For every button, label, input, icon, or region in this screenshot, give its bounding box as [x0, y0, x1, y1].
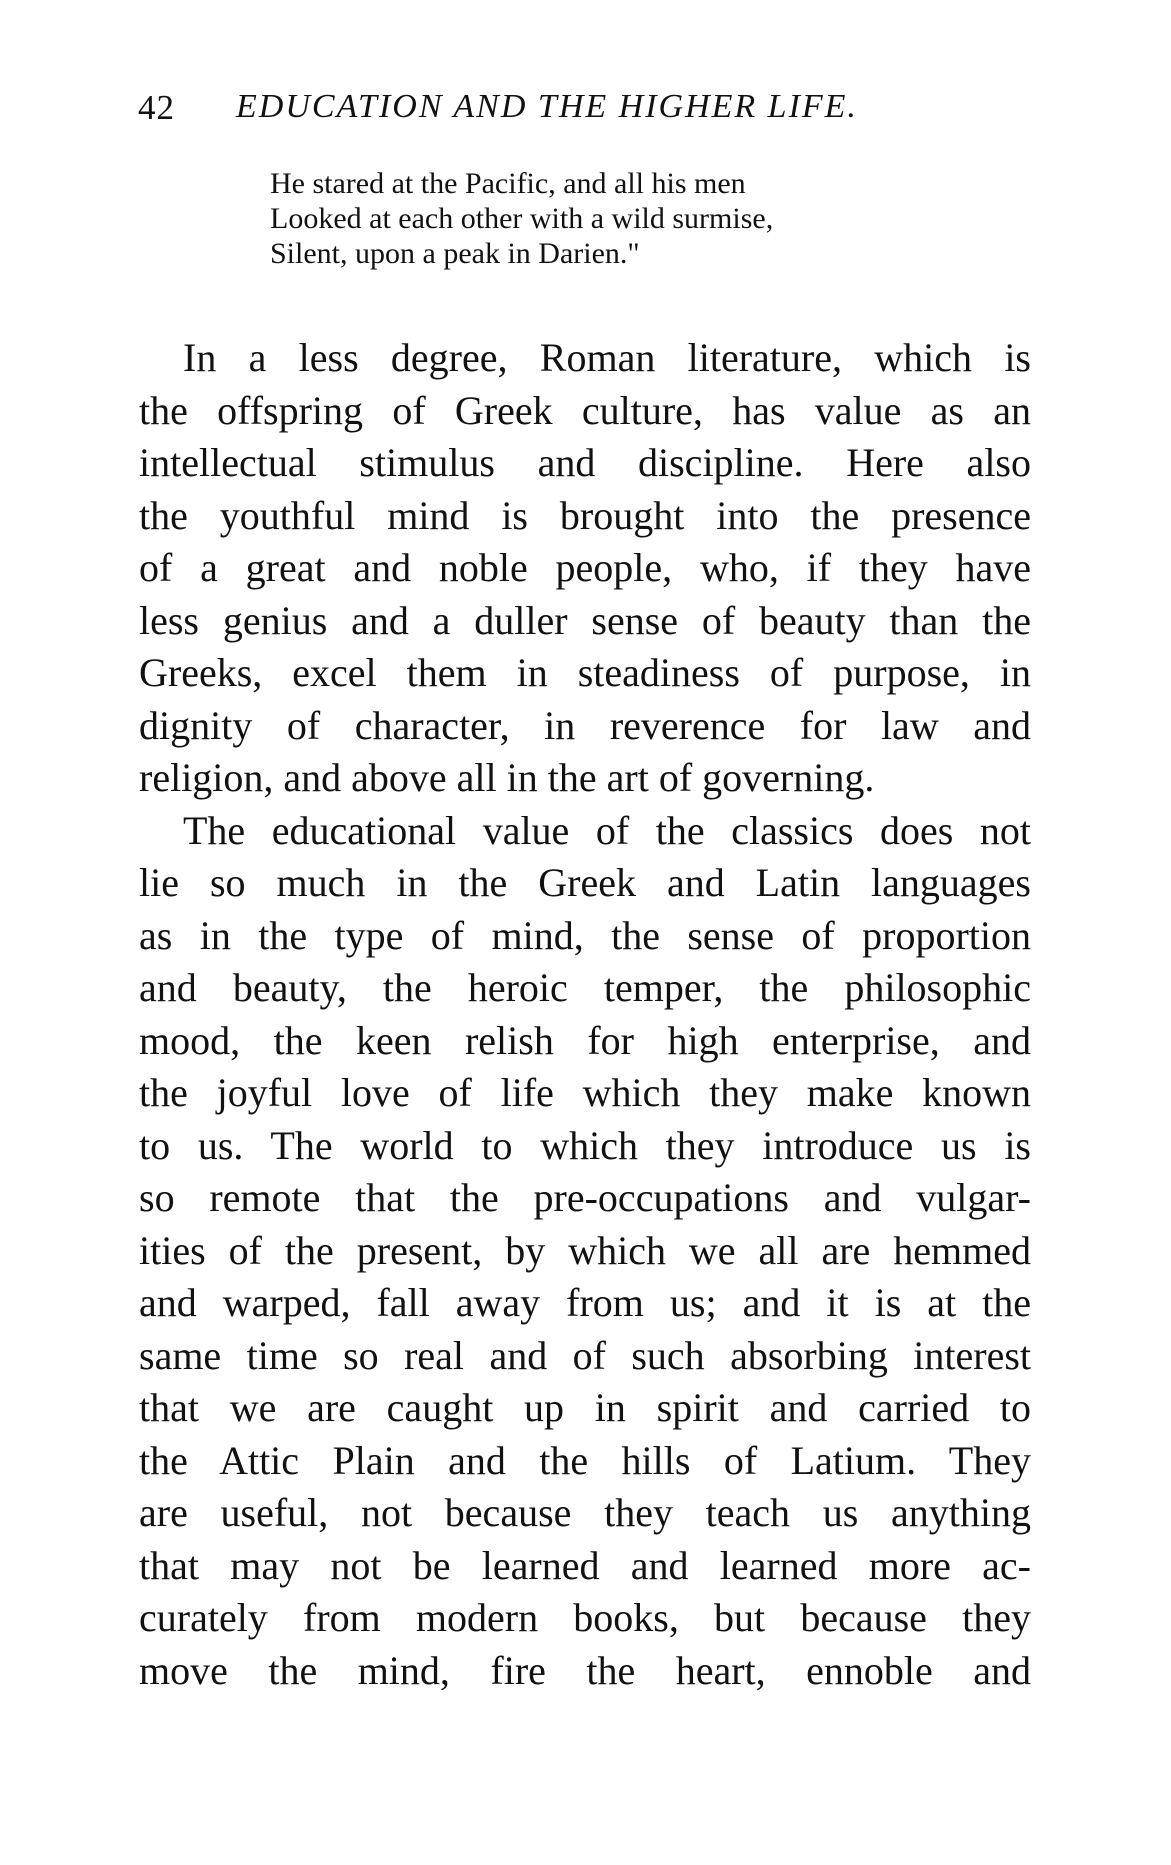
text-line: and warped, fall away from us; and it is at the — [139, 1280, 1031, 1325]
text-line: The educational value of the classics does not — [183, 807, 1031, 853]
text-line: that may not be learned and learned more ac- — [139, 1542, 1031, 1588]
quote-line: Looked at each other with a wild surmise, — [270, 202, 774, 235]
quote-line: He stared at the Pacific, and all his men — [270, 167, 746, 200]
text-line: In a less degree, Roman literature, which is — [183, 335, 1031, 380]
running-title: EDUCATION AND THE HIGHER LIFE. — [236, 88, 858, 125]
text-line: as in the type of mind, the sense of proportion — [139, 912, 1031, 958]
text-line: mood, the keen relish for high enterprise, and — [139, 1017, 1031, 1063]
text-line: the offspring of Greek culture, has value as an — [139, 387, 1031, 433]
text-line: the youthful mind is brought into the presence — [139, 492, 1031, 538]
paragraph — [139, 805, 1031, 1698]
text-line: same time so real and of such absorbing interest — [139, 1332, 1031, 1378]
text-line: religion, and above all in the art of governing. — [139, 755, 875, 800]
text-line: the Attic Plain and the hills of Latium. They — [139, 1437, 1031, 1483]
text-line: move the mind, fire the heart, ennoble and — [139, 1647, 1031, 1693]
running-head — [138, 88, 1038, 132]
text-line: Greeks, excel them in steadiness of purpose, in — [139, 650, 1031, 695]
text-line: the joyful love of life which they make known — [139, 1070, 1031, 1115]
text-line: of a great and noble people, who, if they have — [139, 545, 1031, 590]
text-line: so remote that the pre-occupations and vulgar- — [139, 1175, 1031, 1220]
text-line: intellectual stimulus and discipline. Here also — [139, 440, 1031, 485]
text-line: are useful, not because they teach us anything — [139, 1490, 1031, 1535]
text-line: dignity of character, in reverence for law and — [139, 702, 1031, 748]
page-number: 42 — [138, 88, 175, 127]
text-line: less genius and a duller sense of beauty than the — [139, 597, 1031, 643]
text-line: ities of the present, by which we all are hemmed — [139, 1227, 1031, 1273]
quote-line: Silent, upon a peak in Darien." — [270, 237, 640, 270]
text-line: and beauty, the heroic temper, the philosophic — [139, 965, 1031, 1010]
body-text — [139, 332, 1031, 1697]
verse-quotation — [270, 166, 990, 271]
paragraph — [139, 332, 1031, 805]
text-line: to us. The world to which they introduce us is — [139, 1122, 1031, 1168]
text-line: lie so much in the Greek and Latin languages — [139, 860, 1031, 905]
text-line: curately from modern books, but because they — [139, 1595, 1031, 1640]
text-line: that we are caught up in spirit and carried to — [139, 1385, 1031, 1430]
